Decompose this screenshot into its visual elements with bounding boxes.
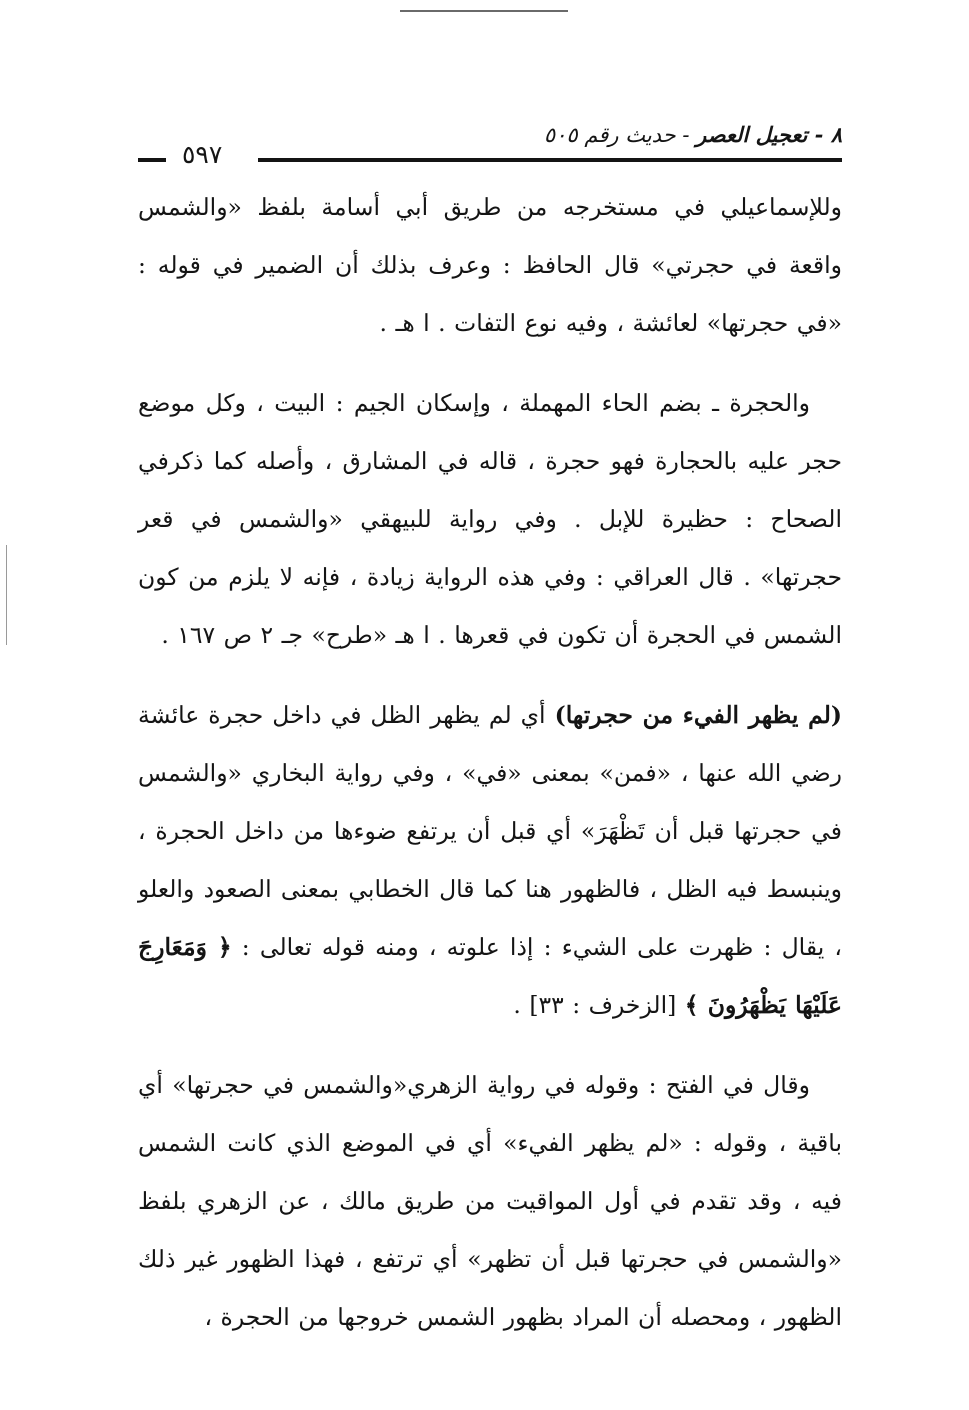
paragraph-ismaili	[138, 178, 842, 352]
paragraph-text: وللإسماعيلي في مستخرجه من طريق أبي أسامة بلفظ «والشمس واقعة في حجرتي» قال الحافظ : وعرف بذلك أن الضمير في قوله : «في حجرتها» لعائشة ، وفيه نوع التفات . ا هـ .	[138, 193, 842, 337]
paragraph-text: وقال في الفتح : وقوله في رواية الزهري«والشمس في حجرتها» أي باقية ، وقوله : «لم يظهر الفيء» أي في الموضع الذي كانت الشمس فيه ، وقد تقدم في أول المواقيت من طريق مالك ، عن الزهري بلفظ «والشمس في حجرتها قبل أن تظهر» أي ترتفع ، فهذا الظهور غير ذلك الظهور ، ومحصله أن المراد بظهور الشمس خروجها من الحجرة ،	[138, 1071, 842, 1331]
body-text	[138, 178, 842, 1368]
lemma-phrase: (لم يظهر الفيء من حجرتها)	[554, 701, 842, 729]
paragraph-hujra-definition	[138, 374, 842, 664]
top-edge-mark	[400, 10, 568, 12]
page-header	[138, 118, 842, 170]
page-number-dash	[138, 158, 166, 162]
paragraph-fath	[138, 1056, 842, 1346]
page-number: ٥٩٧	[182, 140, 223, 169]
scan-edge-mark	[6, 545, 7, 645]
paragraph-text: أي لم يظهر الظل في داخل حجرة عائشة رضي الله عنها ، «فمن» بمعنى «في» ، وفي رواية البخاري «والشمس في حجرتها قبل أن تَظْهَرَ» أي قبل أن يرتفع ضوءها من داخل الحجرة ، وينبسط فيه الظل ، فالظهور هنا كما قال الخطابي بمعنى الصعود والعلو ، يقال : ظهرت على الشيء : إذا علوته ، ومنه قوله تعالى :	[138, 701, 842, 961]
title-separator: -	[675, 123, 697, 147]
hadith-reference: حديث رقم ٥٠٥	[543, 123, 676, 147]
quran-quote: ﴿ وَمَعَارِجَ عَلَيْهَا يَظْهَرُونَ ﴾	[138, 933, 842, 1019]
chapter-title: ٨ - تعجيل العصر	[696, 122, 842, 147]
running-title	[544, 122, 842, 147]
paragraph-text: والحجرة ـ بضم الحاء المهملة ، وإسكان الجيم : البيت ، وكل موضع حجر عليه بالحجارة فهو حجرة ، قاله في المشارق ، وأصله كما ذكرفي الصحاح : حظيرة للإبل . وفي رواية للبيهقي «والشمس في قعر حجرتها» . قال العراقي : وفي هذه الرواية زيادة ، فإنه لا يلزم من كون الشمس في الحجرة أن تكون في قعرها . ا هـ «طرح» جـ ٢ ص ١٦٧ .	[138, 389, 842, 649]
quran-reference: [الزخرف : ٣٣] .	[513, 991, 685, 1019]
paragraph-lemma-fay	[138, 686, 842, 1034]
header-rule	[258, 158, 842, 162]
